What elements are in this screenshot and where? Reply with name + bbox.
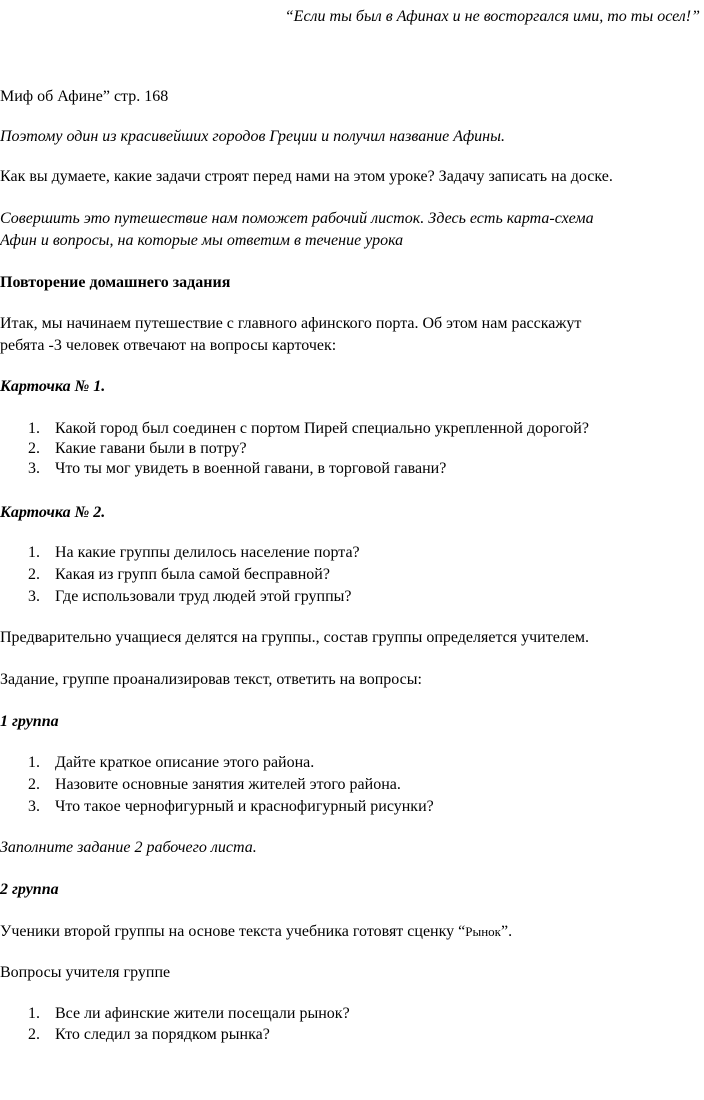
groups-paragraph: Предварительно учащиеся делятся на группы., состав группы определяется учителем. [0,629,590,646]
list-number: 1. [28,754,40,771]
lesson-tasks-paragraph: Как вы думаете, какие задачи строят перед нами на этом уроке? Задачу записать на доске. [0,168,613,185]
list-number: 1. [28,544,40,561]
group2-title: 2 группа [0,881,59,898]
list-text: Где использовали труд людей этой группы? [55,588,352,605]
list-number: 2. [28,1026,40,1043]
list-text: Что такое чернофигурный и краснофигурный рисунки? [55,798,434,815]
list-number: 2. [28,440,40,457]
worksheet-paragraph-line-1: Совершить это путешествие нам поможет рабочий листок. Здесь есть карта-схема [0,210,594,227]
group-task-paragraph: Задание, группе проанализировав текст, ответить на вопросы: [0,671,422,688]
list-text: Что ты мог увидеть в военной гавани, в торговой гавани? [55,460,447,477]
list-number: 1. [28,1005,40,1022]
scene-name: Рынок [465,924,502,939]
list-text: Какой город был соединен с портом Пирей специально укрепленной дорогой? [55,420,589,437]
list-text: Все ли афинские жители посещали рынок? [55,1005,350,1022]
epigraph: “Если ты был в Афинах и не восторгался ими, то ты осел!” [284,8,700,25]
list-text: Какая из групп была самой бесправной? [55,566,330,583]
list-number: 2. [28,566,40,583]
homework-heading: Повторение домашнего задания [0,274,231,291]
athens-name-paragraph: Поэтому один из красивейших городов Греции и получил название Афины. [0,128,505,145]
myth-reference: Миф об Афине” стр. 168 [0,88,169,105]
list-text: Какие гавани были в потру? [55,440,247,457]
list-number: 2. [28,776,40,793]
teacher-questions-heading: Вопросы учителя группе [0,964,171,981]
list-number: 1. [28,420,40,437]
card2-title: Карточка № 2. [0,504,106,521]
group2-paragraph [0,922,512,942]
list-number: 3. [28,798,40,815]
journey-paragraph-line-1: Итак, мы начинаем путешествие с главного афинского порта. Об этом нам расскажут [0,315,582,332]
list-text: Кто следил за порядком рынка? [55,1026,270,1043]
list-number: 3. [28,460,40,477]
group1-title: 1 группа [0,713,59,730]
list-number: 3. [28,588,40,605]
list-text: Дайте краткое описание этого района. [55,754,315,771]
group1-note: Заполните задание 2 рабочего листа. [0,839,257,856]
worksheet-paragraph-line-2: Афин и вопросы, на которые мы ответим в течение урока [0,232,404,249]
list-text: Назовите основные занятия жителей этого района. [55,776,401,793]
journey-paragraph-line-2: ребята -3 человек отвечают на вопросы карточек: [0,337,337,354]
card1-title: Карточка № 1. [0,378,106,395]
group2-text-before: Ученики второй группы на основе текста учебника готовят сценку “ [0,923,466,940]
group2-text-after: ”. [501,923,513,940]
list-text: На какие группы делилось население порта? [55,544,360,561]
